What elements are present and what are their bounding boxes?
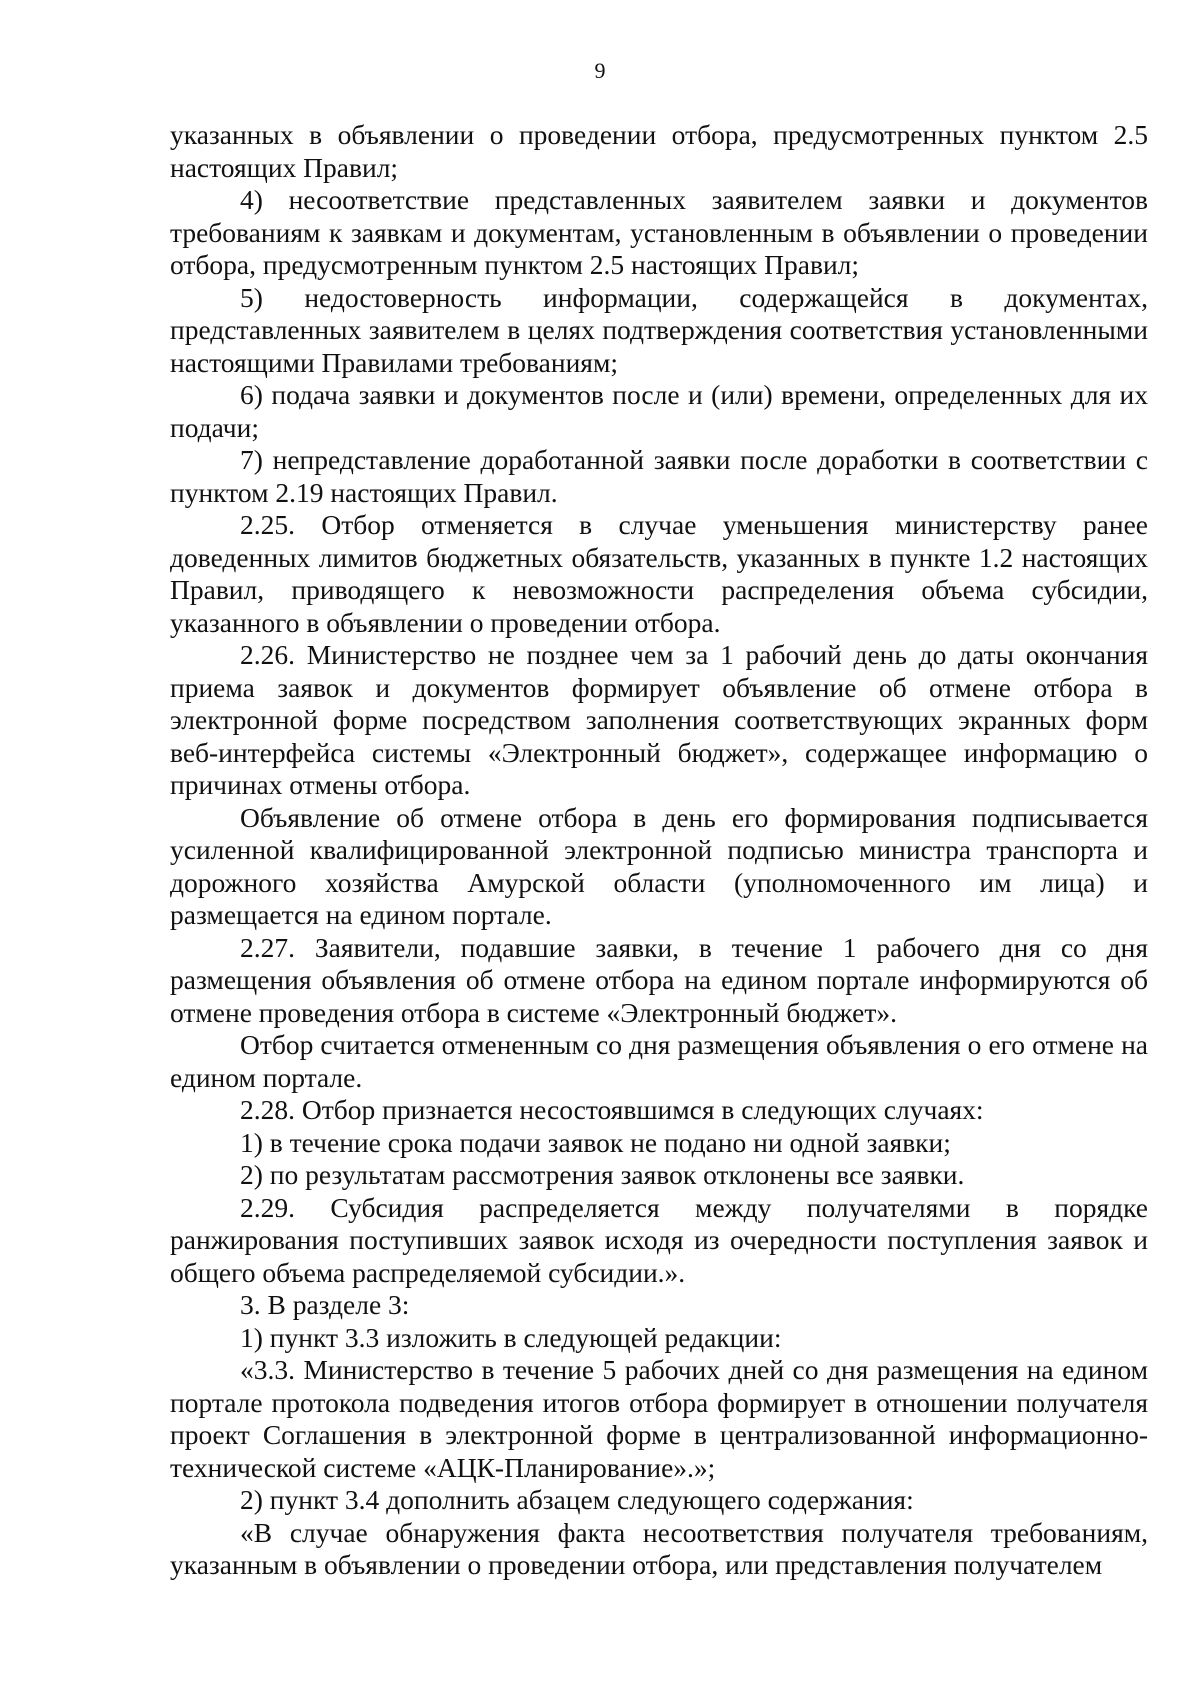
paragraph-section-3-item-2: 2) пункт 3.4 дополнить абзацем следующего содержания: xyxy=(240,1484,914,1515)
paragraph-3-3: «3.3. Министерство в течение 5 рабочих дней со дня размещения на едином портале протокола подведения итогов отбора формирует в отношении получателя проект Соглашения в электронной форме в централизованной информационно-технической системе «АЦК-Планирование».»; xyxy=(170,1354,1148,1483)
paragraph-item-7: 7) непредставление доработанной заявки после доработки в соответствии с пунктом 2.19 настоящих Правил. xyxy=(170,444,1148,508)
paragraph-cancellation-effective: Отбор считается отмененным со дня размещения объявления о его отмене на едином портале. xyxy=(170,1029,1148,1093)
paragraph-item-4: 4) несоответствие представленных заявителем заявки и документов требованиям к заявкам и документам, установленным в объявлении о проведении отбора, предусмотренным пунктом 2.5 настоящих Правил; xyxy=(170,184,1148,280)
paragraph-2-28: 2.28. Отбор признается несостоявшимся в следующих случаях: xyxy=(240,1094,984,1125)
paragraph-item-6: 6) подача заявки и документов после и (или) времени, определенных для их подачи; xyxy=(170,379,1148,443)
paragraph-continuation: указанных в объявлении о проведении отбора, предусмотренных пунктом 2.5 настоящих Правил; xyxy=(170,119,1148,183)
page-number: 9 xyxy=(594,58,606,83)
paragraph-section-3: 3. В разделе 3: xyxy=(240,1289,410,1320)
paragraph-2-28-item-2: 2) по результатам рассмотрения заявок отклонены все заявки. xyxy=(240,1159,965,1190)
paragraph-2-26: 2.26. Министерство не позднее чем за 1 рабочий день до даты окончания приема заявок и документов формирует объявление об отмене отбора в электронной форме посредством заполнения соответствующих экранных форм веб-интерфейса системы «Электронный бюджет», содержащее информацию о причинах отмены отбора. xyxy=(170,639,1148,800)
paragraph-2-25: 2.25. Отбор отменяется в случае уменьшения министерству ранее доведенных лимитов бюджетных обязательств, указанных в пункте 1.2 настоящих Правил, приводящего к невозможности распределения объема субсидии, указанного в объявлении о проведении отбора. xyxy=(170,509,1148,638)
paragraph-3-4-addition: «В случае обнаружения факта несоответствия получателя требованиям, указанным в объявлении о проведении отбора, или представления получателем xyxy=(170,1516,1148,1580)
paragraph-2-27: 2.27. Заявители, подавшие заявки, в течение 1 рабочего дня со дня размещения объявления об отмене отбора на едином портале информируются об отмене проведения отбора в системе «Электронный бюджет». xyxy=(170,931,1148,1028)
paragraph-cancellation-signing: Объявление об отмене отбора в день его формирования подписывается усиленной квалифицированной электронной подписью министра транспорта и дорожного хозяйства Амурской области (уполномоченного им лица) и размещается на едином портале. xyxy=(170,801,1148,930)
paragraph-2-29: 2.29. Субсидия распределяется между получателями в порядке ранжирования поступивших заявок исходя из очередности поступления заявок и общего объема распределяемой субсидии.». xyxy=(170,1191,1148,1288)
paragraph-item-5: 5) недостоверность информации, содержащейся в документах, представленных заявителем в целях подтверждения соответствия установленными настоящими Правилами требованиям; xyxy=(170,281,1148,378)
document-body xyxy=(170,119,1148,1582)
paragraph-2-28-item-1: 1) в течение срока подачи заявок не подано ни одной заявки; xyxy=(240,1126,951,1158)
paragraph-section-3-item-1: 1) пункт 3.3 изложить в следующей редакции: xyxy=(240,1321,782,1353)
